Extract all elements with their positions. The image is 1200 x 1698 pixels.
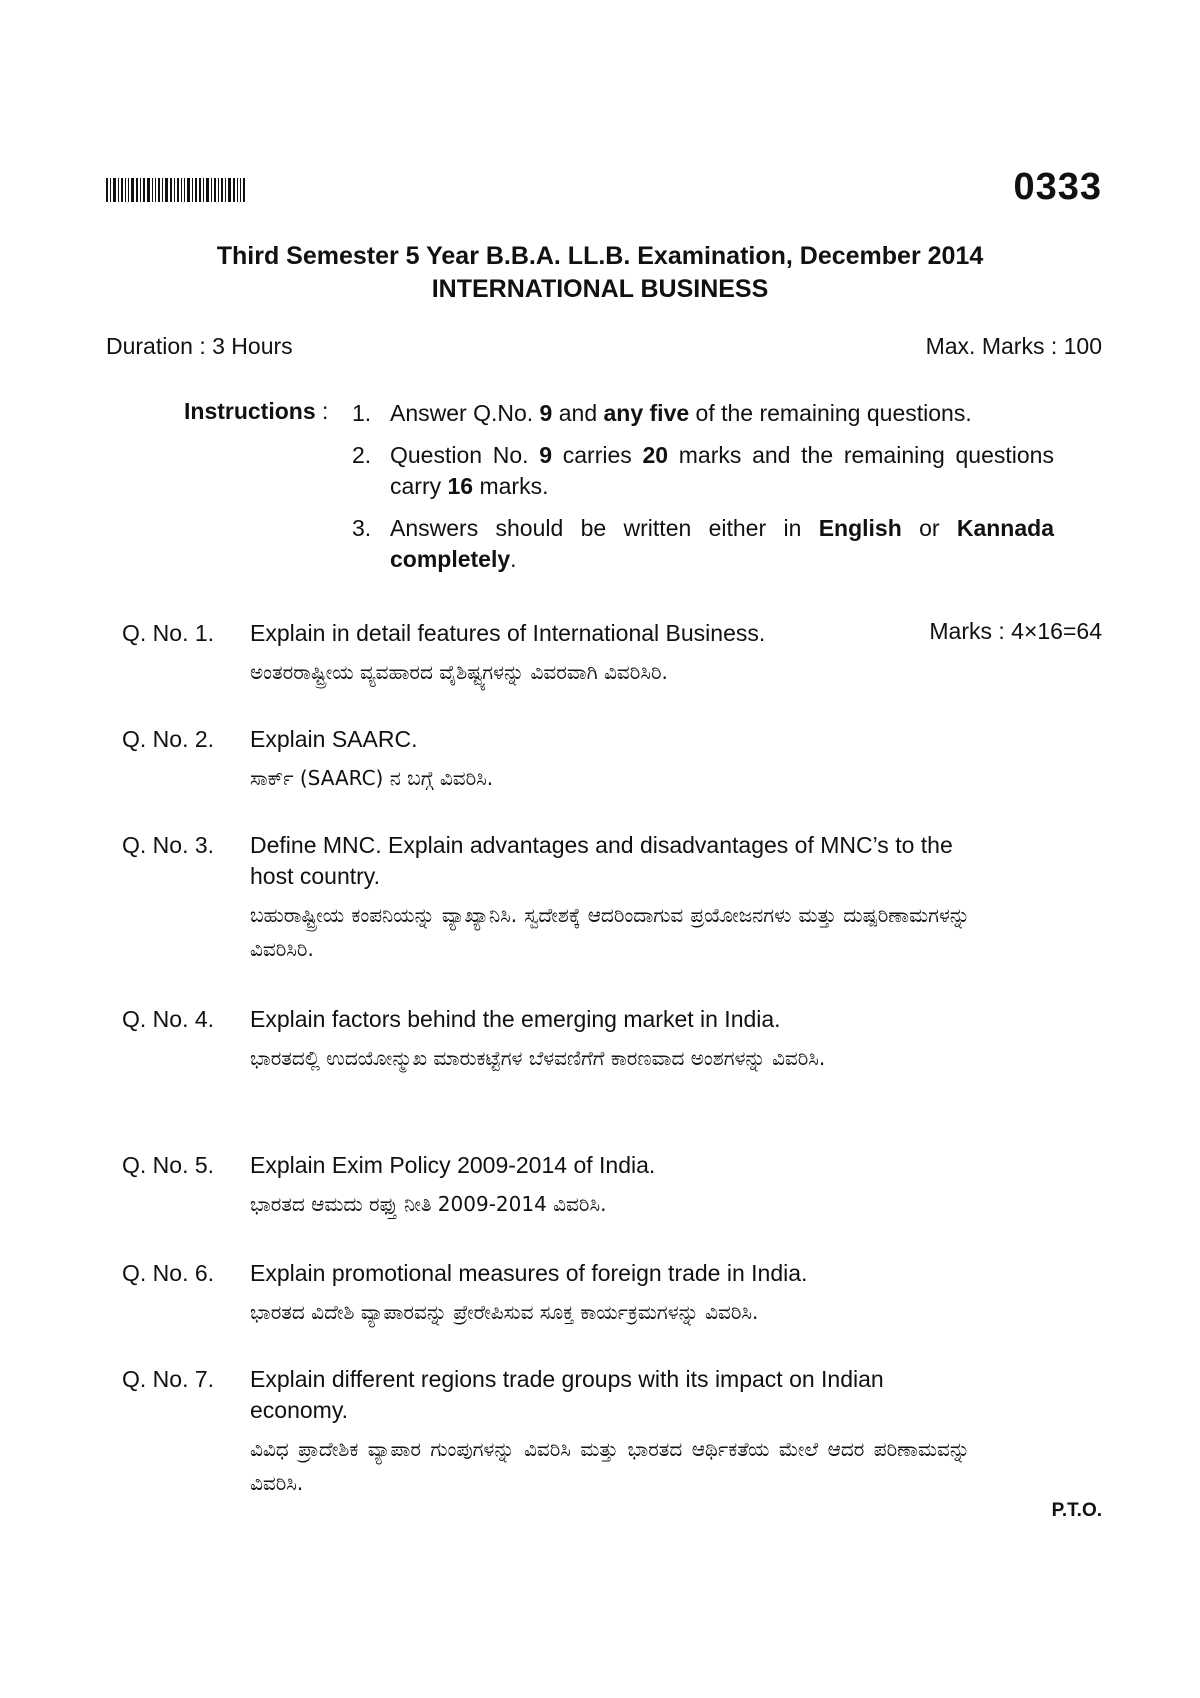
pto-note: P.T.O.: [1051, 1500, 1102, 1521]
barcode-bar: [199, 178, 201, 202]
barcode-bar: [211, 178, 212, 202]
question-text-kn: ಸಾರ್ಕ್ (SAARC) ನ ಬಗ್ಗೆ ವಿವರಿಸಿ.: [250, 766, 494, 790]
barcode-bar: [131, 178, 134, 202]
question-number: Q. No. 2.: [122, 726, 215, 752]
question-6: [122, 1258, 982, 1329]
barcode-bar: [218, 178, 219, 202]
barcode-bar: [110, 178, 111, 202]
question-number: Q. No. 6.: [122, 1260, 215, 1286]
barcode-bar: [221, 178, 223, 202]
barcode-bar: [125, 178, 126, 202]
barcode-bar: [143, 178, 145, 202]
instructions-list: [352, 398, 1054, 586]
barcode-bar: [140, 178, 141, 202]
barcode-bar: [228, 178, 231, 202]
question-text-kn: ಭಾರತದಲ್ಲಿ ಉದಯೋನ್ಮುಖ ಮಾರುಕಟ್ಟೆಗಳ ಬೆಳವಣಿಗೆಗೆ ಕಾರಣವಾದ ಅಂಶಗಳನ್ನು ವಿವರಿಸಿ.: [250, 1046, 826, 1070]
question-number: Q. No. 7.: [122, 1366, 215, 1392]
barcode-bar: [106, 178, 108, 202]
question-7: [122, 1364, 982, 1500]
instruction-item: 2. Question No. 9 carries 20 marks and the remaining questions carry 16 marks.: [352, 442, 1054, 499]
paper-code: 0333: [1013, 166, 1102, 208]
barcode-bar: [225, 178, 226, 202]
question-text-en: Explain promotional measures of foreign trade in India.: [250, 1260, 808, 1286]
instructions-label: Instructions :: [184, 398, 329, 424]
question-text-kn: ಅಂತರರಾಷ್ಟ್ರೀಯ ವ್ಯವಹಾರದ ವೈಶಿಷ್ಟ್ಯಗಳನ್ನು ವಿವರವಾಗಿ ವಿವರಿಸಿರಿ.: [250, 660, 668, 684]
barcode: [106, 178, 247, 202]
barcode-bar: [174, 178, 175, 202]
barcode-bar: [147, 178, 150, 202]
barcode-bar: [187, 178, 190, 202]
question-number: Q. No. 5.: [122, 1152, 215, 1178]
barcode-bar: [155, 178, 156, 202]
barcode-bar: [195, 178, 197, 202]
question-text-kn: ಭಾರತದ ವಿದೇಶಿ ವ್ಯಾಪಾರವನ್ನು ಪ್ರೇರೇಪಿಸುವ ಸೂಕ್ತ ಕಾರ್ಯಕ್ರಮಗಳನ್ನು ವಿವರಿಸಿ.: [250, 1300, 759, 1324]
question-5: [122, 1150, 982, 1221]
barcode-bar: [170, 178, 172, 202]
barcode-bar: [136, 178, 138, 202]
question-3: [122, 830, 982, 966]
duration: Duration : 3 Hours: [106, 333, 293, 359]
barcode-bar: [184, 178, 185, 202]
question-text-en: Explain in detail features of International Business.: [250, 620, 766, 646]
question-text-en: Explain SAARC.: [250, 726, 418, 752]
question-1: [122, 618, 982, 689]
barcode-bar: [192, 178, 193, 202]
barcode-bar: [118, 178, 119, 202]
barcode-bar: [181, 178, 182, 202]
marks-note: Marks : 4×16=64: [929, 618, 1102, 644]
question-text-kn: ವಿವಿಧ ಪ್ರಾದೇಶಿಕ ವ್ಯಾಪಾರ ಗುಂಪುಗಳನ್ನು ವಿವರಿಸಿ ಮತ್ತು ಭಾರತದ ಆರ್ಥಿಕತೆಯ ಮೇಲೆ ಆದರ ಪರಿಣಾಮವನ್ನು ವಿವರಿಸಿ.: [250, 1437, 970, 1495]
barcode-bar: [121, 178, 123, 202]
barcode-bar: [214, 178, 216, 202]
barcode-bar: [243, 178, 245, 202]
barcode-bar: [162, 178, 163, 202]
question-text-en: Define MNC. Explain advantages and disadvantages of MNC’s to the host country.: [250, 832, 953, 889]
exam-title: [0, 240, 1200, 306]
question-number: Q. No. 1.: [122, 620, 215, 646]
barcode-bar: [240, 178, 241, 202]
max-marks: Max. Marks : 100: [925, 333, 1102, 359]
question-4: [122, 1004, 982, 1075]
question-text-kn: ಭಾರತದ ಆಮದು ರಫ್ತು ನೀತಿ 2009-2014 ವಿವರಿಸಿ.: [250, 1192, 607, 1216]
question-text-en: Explain factors behind the emerging market in India.: [250, 1006, 781, 1032]
barcode-bar: [152, 178, 153, 202]
barcode-bar: [128, 178, 129, 202]
barcode-bar: [158, 178, 160, 202]
question-text-kn: ಬಹುರಾಷ್ಟ್ರೀಯ ಕಂಪನಿಯನ್ನು ವ್ಯಾಖ್ಯಾನಿಸಿ. ಸ್ವದೇಶಕ್ಕೆ ಆದರಿಂದಾಗುವ ಪ್ರಯೋಜನಗಳು ಮತ್ತು ದುಷ್ಪರಿಣಾಮಗಳನ್ನು ವಿವರಿಸಿರಿ.: [250, 903, 970, 961]
barcode-bar: [206, 178, 209, 202]
barcode-bar: [233, 178, 235, 202]
barcode-bar: [237, 178, 238, 202]
question-text-en: Explain Exim Policy 2009-2014 of India.: [250, 1152, 656, 1178]
barcode-bar: [177, 178, 179, 202]
instruction-item: 1. Answer Q.No. 9 and any five of the remaining questions.: [352, 400, 972, 426]
question-number: Q. No. 4.: [122, 1006, 215, 1032]
question-2: [122, 724, 982, 795]
question-number: Q. No. 3.: [122, 832, 215, 858]
barcode-bar: [165, 178, 168, 202]
title-line-1: Third Semester 5 Year B.B.A. LL.B. Examination, December 2014: [216, 242, 984, 270]
barcode-bar: [203, 178, 204, 202]
question-text-en: Explain different regions trade groups with its impact on Indian economy.: [250, 1366, 884, 1423]
title-line-2: INTERNATIONAL BUSINESS: [431, 275, 769, 303]
barcode-bar: [113, 178, 116, 202]
instruction-item: 3. Answers should be written either in English or Kannada completely.: [352, 515, 1054, 572]
